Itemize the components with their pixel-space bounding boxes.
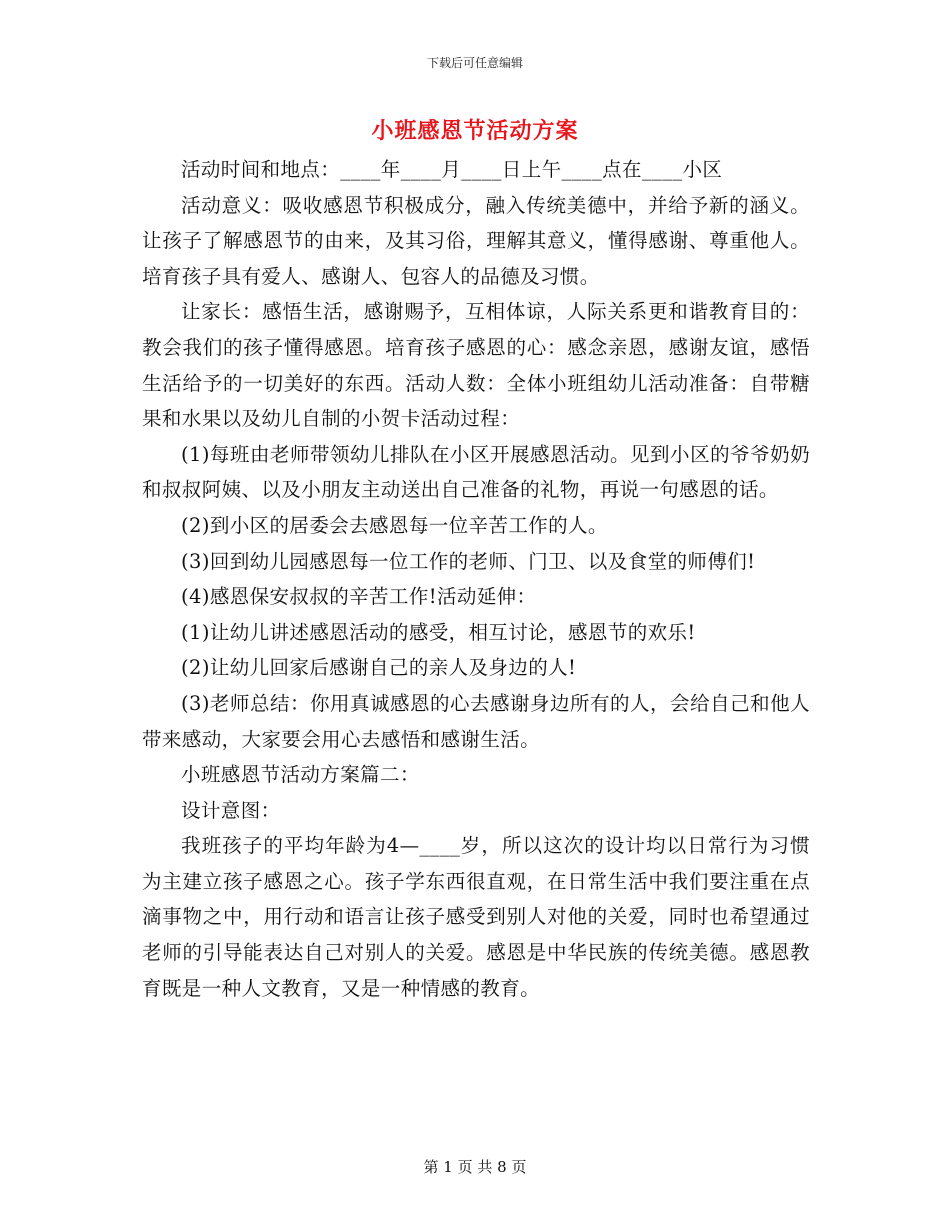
paragraph-design-intent: 我班孩子的平均年龄为4—____岁，所以这次的设计均以日常行为习惯为主建立孩子感恩之心。孩子学东西很直观，在日常生活中我们要注重在点滴事物之中，用行动和语言让孩子感受到别人对他的关爱，同时也希望通过老师的引导能表达自己对别人的关爱。感恩是中华民族的传统美德。感恩教育既是一种人文教育，又是一种情感的教育。: [142, 834, 810, 1000]
paragraph-parents-goals: 让家长：感悟生活，感谢赐予，互相体谅，人际关系更和谐教育目的：教会我们的孩子懂得感恩。培育孩子感恩的心：感念亲恩，感谢友谊，感悟生活给予的一切美好的东西。活动人数：全体小班组幼儿活动准备：自带糖果和水果以及幼儿自制的小贺卡活动过程：: [142, 300, 810, 431]
paragraph-time-place: 活动时间和地点：____年____月____日上午____点在____小区: [181, 158, 723, 181]
paragraph-step-4: (4)感恩保安叔叔的辛苦工作!活动延伸：: [181, 585, 537, 609]
paragraph-step-3: (3)回到幼儿园感恩每一位工作的老师、门卫、以及食堂的师傅们!: [181, 549, 756, 573]
paragraph-extension-1: (1)让幼儿讲述感恩活动的感受，相互讨论，感恩节的欢乐!: [181, 620, 696, 644]
paragraph-step-1: (1)每班由老师带领幼儿排队在小区开展感恩活动。见到小区的爷爷奶奶和叔叔阿姨、以及小朋友主动送出自己准备的礼物，再说一句感恩的话。: [142, 442, 810, 502]
document-title: 小班感恩节活动方案: [371, 118, 579, 144]
paragraph-design-intent-heading: 设计意图：: [181, 798, 281, 822]
page-footer: 第 1 页 共 8 页: [423, 1158, 527, 1176]
paragraph-step-2: (2)到小区的居委会去感恩每一位辛苦工作的人。: [181, 513, 608, 537]
paragraph-section-two-heading: 小班感恩节活动方案篇二：: [181, 763, 420, 787]
paragraph-significance: 活动意义：吸收感恩节积极成分，融入传统美德中，并给予新的涵义。让孩子了解感恩节的由来，及其习俗，理解其意义，懂得感谢、尊重他人。培育孩子具有爱人、感谢人、包容人的品德及习惯。: [142, 193, 810, 288]
header-note: 下载后可任意编辑: [426, 56, 523, 70]
paragraph-extension-2: (2)让幼儿回家后感谢自己的亲人及身边的人!: [181, 656, 577, 680]
paragraph-extension-3: (3)老师总结：你用真诚感恩的心去感谢身边所有的人，会给自己和他人带来感动，大家要会用心去感悟和感谢生活。: [142, 691, 810, 751]
document-body: [142, 152, 810, 1006]
